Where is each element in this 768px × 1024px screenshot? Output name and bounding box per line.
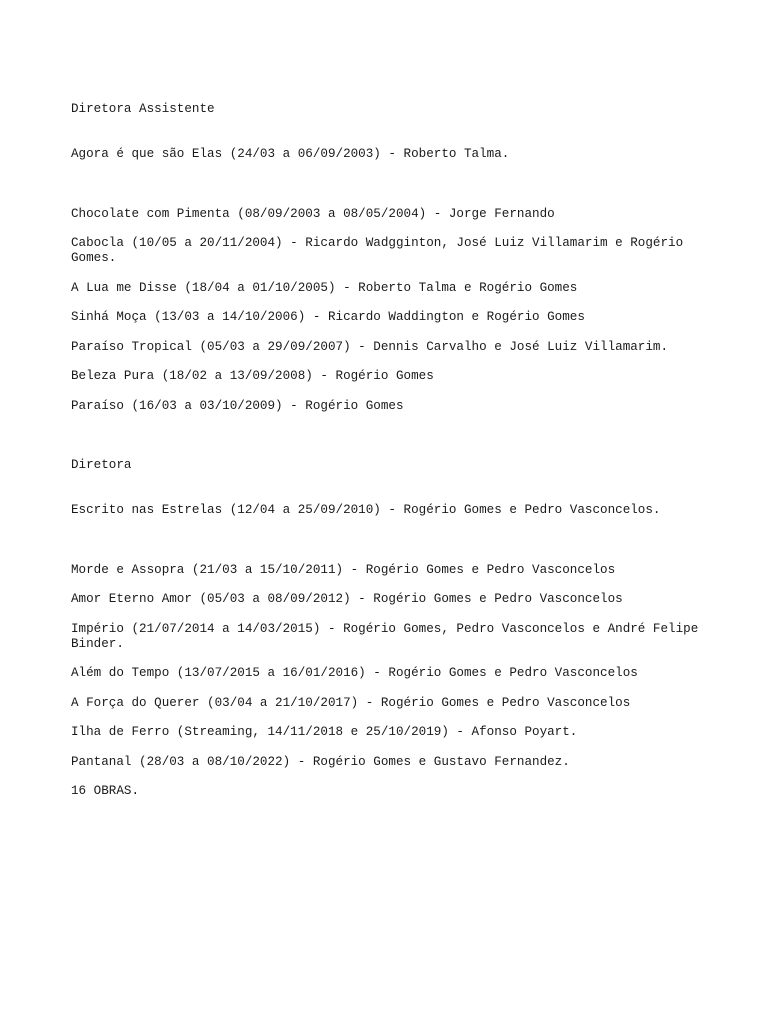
work-entry: A Lua me Disse (18/04 a 01/10/2005) - Roberto Talma e Rogério Gomes: [71, 280, 578, 295]
work-entry: Sinhá Moça (13/03 a 14/10/2006) - Ricardo Waddington e Rogério Gomes: [71, 310, 585, 324]
work-entry: Ilha de Ferro (Streaming, 14/11/2018 e 25/10/2019) - Afonso Poyart.: [71, 725, 578, 739]
work-entry: Pantanal (28/03 a 08/10/2022) - Rogério Gomes e Gustavo Fernandez.: [71, 754, 570, 769]
work-entry: Cabocla (10/05 a 20/11/2004) - Ricardo Wadgginton, José Luiz Villamarim e Rogério Gomes.: [71, 236, 691, 265]
section-director: [71, 428, 711, 548]
work-entry: Agora é que são Elas (24/03 a 06/09/2003) - Roberto Talma.: [71, 147, 510, 161]
section-assistant-director: [71, 72, 711, 192]
work-entry: Morde e Assopra (21/03 a 15/10/2011) - Rogério Gomes e Pedro Vasconcelos: [71, 562, 616, 577]
document-page: [71, 72, 711, 814]
work-entry: Império (21/07/2014 a 14/03/2015) - Rogério Gomes, Pedro Vasconcelos e André Felipe Binder.: [71, 621, 706, 651]
work-entry: Escrito nas Estrelas (12/04 a 25/09/2010) - Rogério Gomes e Pedro Vasconcelos.: [71, 503, 661, 517]
work-entry: Chocolate com Pimenta (08/09/2003 a 08/05/2004) - Jorge Fernando: [71, 206, 555, 221]
section-heading-director: Diretora: [71, 458, 132, 472]
section-heading-assistant-director: Diretora Assistente: [71, 102, 215, 116]
work-entry: A Força do Querer (03/04 a 21/10/2017) - Rogério Gomes e Pedro Vasconcelos: [71, 695, 631, 710]
work-entry: Além do Tempo (13/07/2015 a 16/01/2016) - Rogério Gomes e Pedro Vasconcelos: [71, 666, 638, 680]
work-entry: Paraíso (16/03 a 03/10/2009) - Rogério Gomes: [71, 398, 404, 413]
work-entry: Paraíso Tropical (05/03 a 29/09/2007) - Dennis Carvalho e José Luiz Villamarim.: [71, 339, 669, 354]
work-entry: Beleza Pura (18/02 a 13/09/2008) - Rogério Gomes: [71, 369, 434, 383]
total-works: 16 OBRAS.: [71, 784, 140, 798]
work-entry: Amor Eterno Amor (05/03 a 08/09/2012) - Rogério Gomes e Pedro Vasconcelos: [71, 592, 623, 606]
